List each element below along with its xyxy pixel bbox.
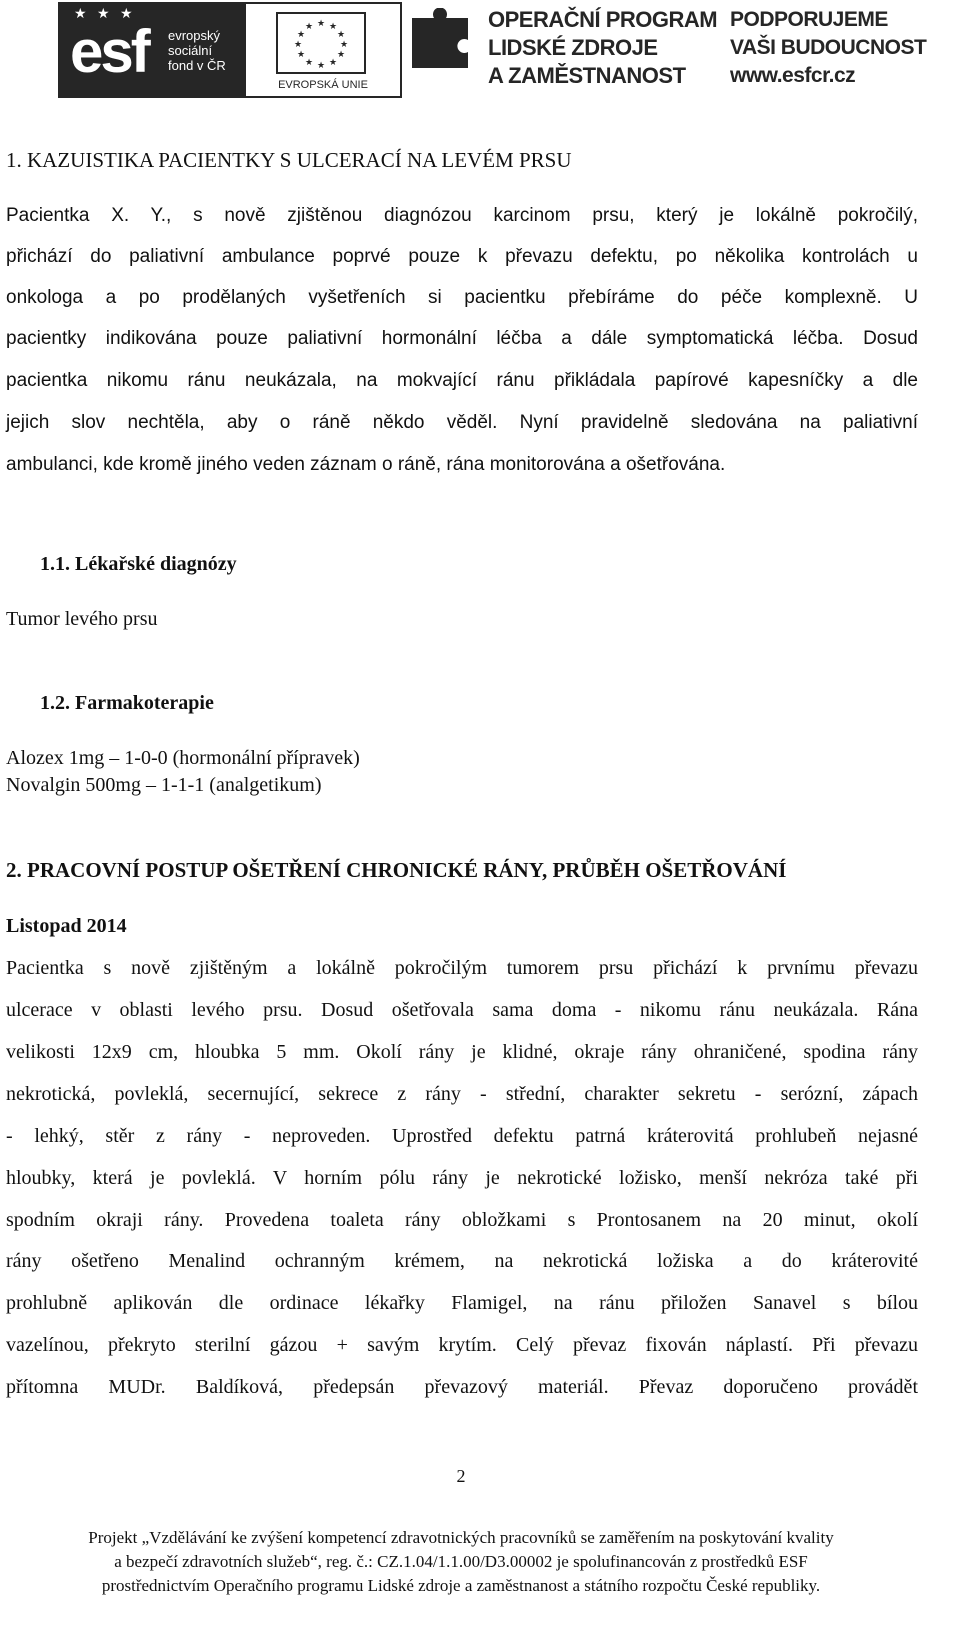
svg-text:★: ★ (328, 58, 338, 68)
paragraph-line: Pacientka X. Y., s nově zjištěnou diagnózou karcinom prsu, který je lokálně pokročilý, (6, 205, 918, 226)
svg-text:★: ★ (296, 30, 306, 40)
svg-text:★: ★ (328, 22, 338, 32)
eu-flag-icon (276, 12, 366, 74)
diagnosis-text: Tumor levého prsu (6, 608, 158, 630)
paragraph-line: pacientky indikována pouze paliativní hormonální léčba a dále symptomatická léčba. Dosud (6, 328, 918, 349)
paragraph-line: onkologa a po prodělaných vyšetřeních si pacientku přebíráme do péče komplexně. U (6, 287, 918, 308)
eu-label: EVROPSKÁ UNIE (278, 79, 368, 91)
section-heading-1: 1. KAZUISTIKA PACIENTKY S ULCERACÍ NA LEVÉM PRSU (6, 148, 572, 172)
slogan-line: PODPORUJEME (730, 8, 888, 31)
paragraph-line: přítomna MUDr. Baldíková, předepsán převazový materiál. Převaz doporučeno provádět (6, 1376, 918, 1398)
date-title: Listopad 2014 (6, 915, 127, 937)
paragraph-line: rány ošetřeno Menalind ochranným krémem, na nekrotická ložiska a do kráterovité (6, 1250, 918, 1272)
section-heading-2: 2. PRACOVNÍ POSTUP OŠETŘENÍ CHRONICKÉ RÁNY, PRŮBĚH OŠETŘOVÁNÍ (6, 858, 787, 882)
website-link: www.esfcr.cz (730, 64, 856, 87)
paragraph-line: prohlubně aplikován dle ordinace lékařky Flamigel, na ránu přiložen Sanavel s bílou (6, 1292, 918, 1314)
subsection-title-pharmacotherapy: 1.2. Farmakoterapie (40, 692, 214, 714)
paragraph-line: hloubky, která je povleklá. V horním pólu rány je nekrotické ložisko, menší nekróza také při (6, 1167, 918, 1189)
stars-icon: ★ ★ ★ (74, 6, 136, 22)
paragraph-line: - lehký, stěr z rány - neproveden. Uprostřed defektu patrná kráterovitá prohlubeň nejasné (6, 1125, 918, 1147)
program-line: OPERAČNÍ PROGRAM (488, 7, 718, 32)
esf-caption-line: sociální (168, 43, 213, 58)
footer-line: prostřednictvím Operačního programu Lidské zdroje a zaměstnanost a státního rozpočtu České republiky. (101, 1576, 821, 1595)
footer-line: Projekt „Vzdělávání ke zvýšení kompetencí zdravotnických pracovníků se zaměřením na poskytování kvality (88, 1528, 834, 1547)
paragraph-line: pacientka nikomu ránu neukázala, na mokvající ránu přikládala papírové kapesníčky a dle (6, 370, 918, 391)
svg-text:★: ★ (304, 22, 314, 32)
paragraph-line: spodním okraji rány. Provedena toaleta rány obložkami s Prontosanem na 20 minut, okolí (6, 1209, 918, 1231)
svg-text:★: ★ (293, 40, 303, 50)
program-line: LIDSKÉ ZDROJE (488, 35, 658, 60)
subsection-title-diagnoses: 1.1. Lékařské diagnózy (40, 553, 237, 575)
header-logo-strip (58, 2, 927, 98)
paragraph-line: nekrotická, povleklá, secernující, sekrece z rány - střední, charakter sekretu - serózní, zápach (6, 1083, 918, 1105)
paragraph-line: ulcerace v oblasti levého prsu. Dosud ošetřovala sama doma - nikomu ránu neukázala. Rána (6, 999, 918, 1021)
svg-text:★: ★ (296, 50, 306, 60)
footer-line: a bezpečí zdravotních služeb“, reg. č.: CZ.1.04/1.1.00/D3.00002 je spolufinancován z prostředků ESF (114, 1552, 808, 1571)
paragraph-line: vazelínou, překryto sterilní gázou + savým krytím. Celý převaz fixován náplastí. Při převazu (6, 1334, 918, 1356)
esf-caption-line: fond v ČR (168, 58, 226, 73)
slogan-line: VAŠI BUDOUCNOST (730, 36, 927, 59)
medication-line: Novalgin 500mg – 1-1-1 (analgetikum) (6, 774, 322, 796)
paragraph-line: velikosti 12x9 cm, hloubka 5 mm. Okolí rány je klidné, okraje rány ohraničené, spodina rány (6, 1041, 918, 1063)
svg-text:★: ★ (339, 40, 349, 50)
support-slogan (730, 6, 926, 90)
program-line: A ZAMĚSTNANOST (488, 63, 686, 88)
paragraph-line: Pacientka s nově zjištěným a lokálně pokročilým tumorem prsu přichází k prvnímu převazu (6, 957, 918, 979)
svg-text:★: ★ (316, 19, 326, 29)
svg-text:★: ★ (336, 30, 346, 40)
paragraph-line: jejich slov nechtěla, aby o ráně někdo věděl. Nyní pravidelně sledována na paliativní (6, 412, 918, 433)
paragraph-line: ambulanci, kde kromě jiného veden záznam o ráně, rána monitorována a ošetřována. (6, 454, 726, 475)
puzzle-icon (408, 8, 472, 72)
svg-text:★: ★ (304, 58, 314, 68)
program-name (488, 6, 717, 90)
medication-line: Alozex 1mg – 1-0-0 (hormonální přípravek) (6, 747, 360, 769)
eu-logo (244, 2, 402, 98)
svg-text:★: ★ (336, 50, 346, 60)
esf-caption-line: evropský (168, 28, 221, 43)
page-number: 2 (456, 1466, 466, 1486)
svg-text:★: ★ (316, 61, 326, 71)
paragraph-line: přichází do paliativní ambulance poprvé pouze k převazu defektu, po několika kontrolách u (6, 246, 918, 267)
esf-mark: esf (70, 18, 148, 85)
